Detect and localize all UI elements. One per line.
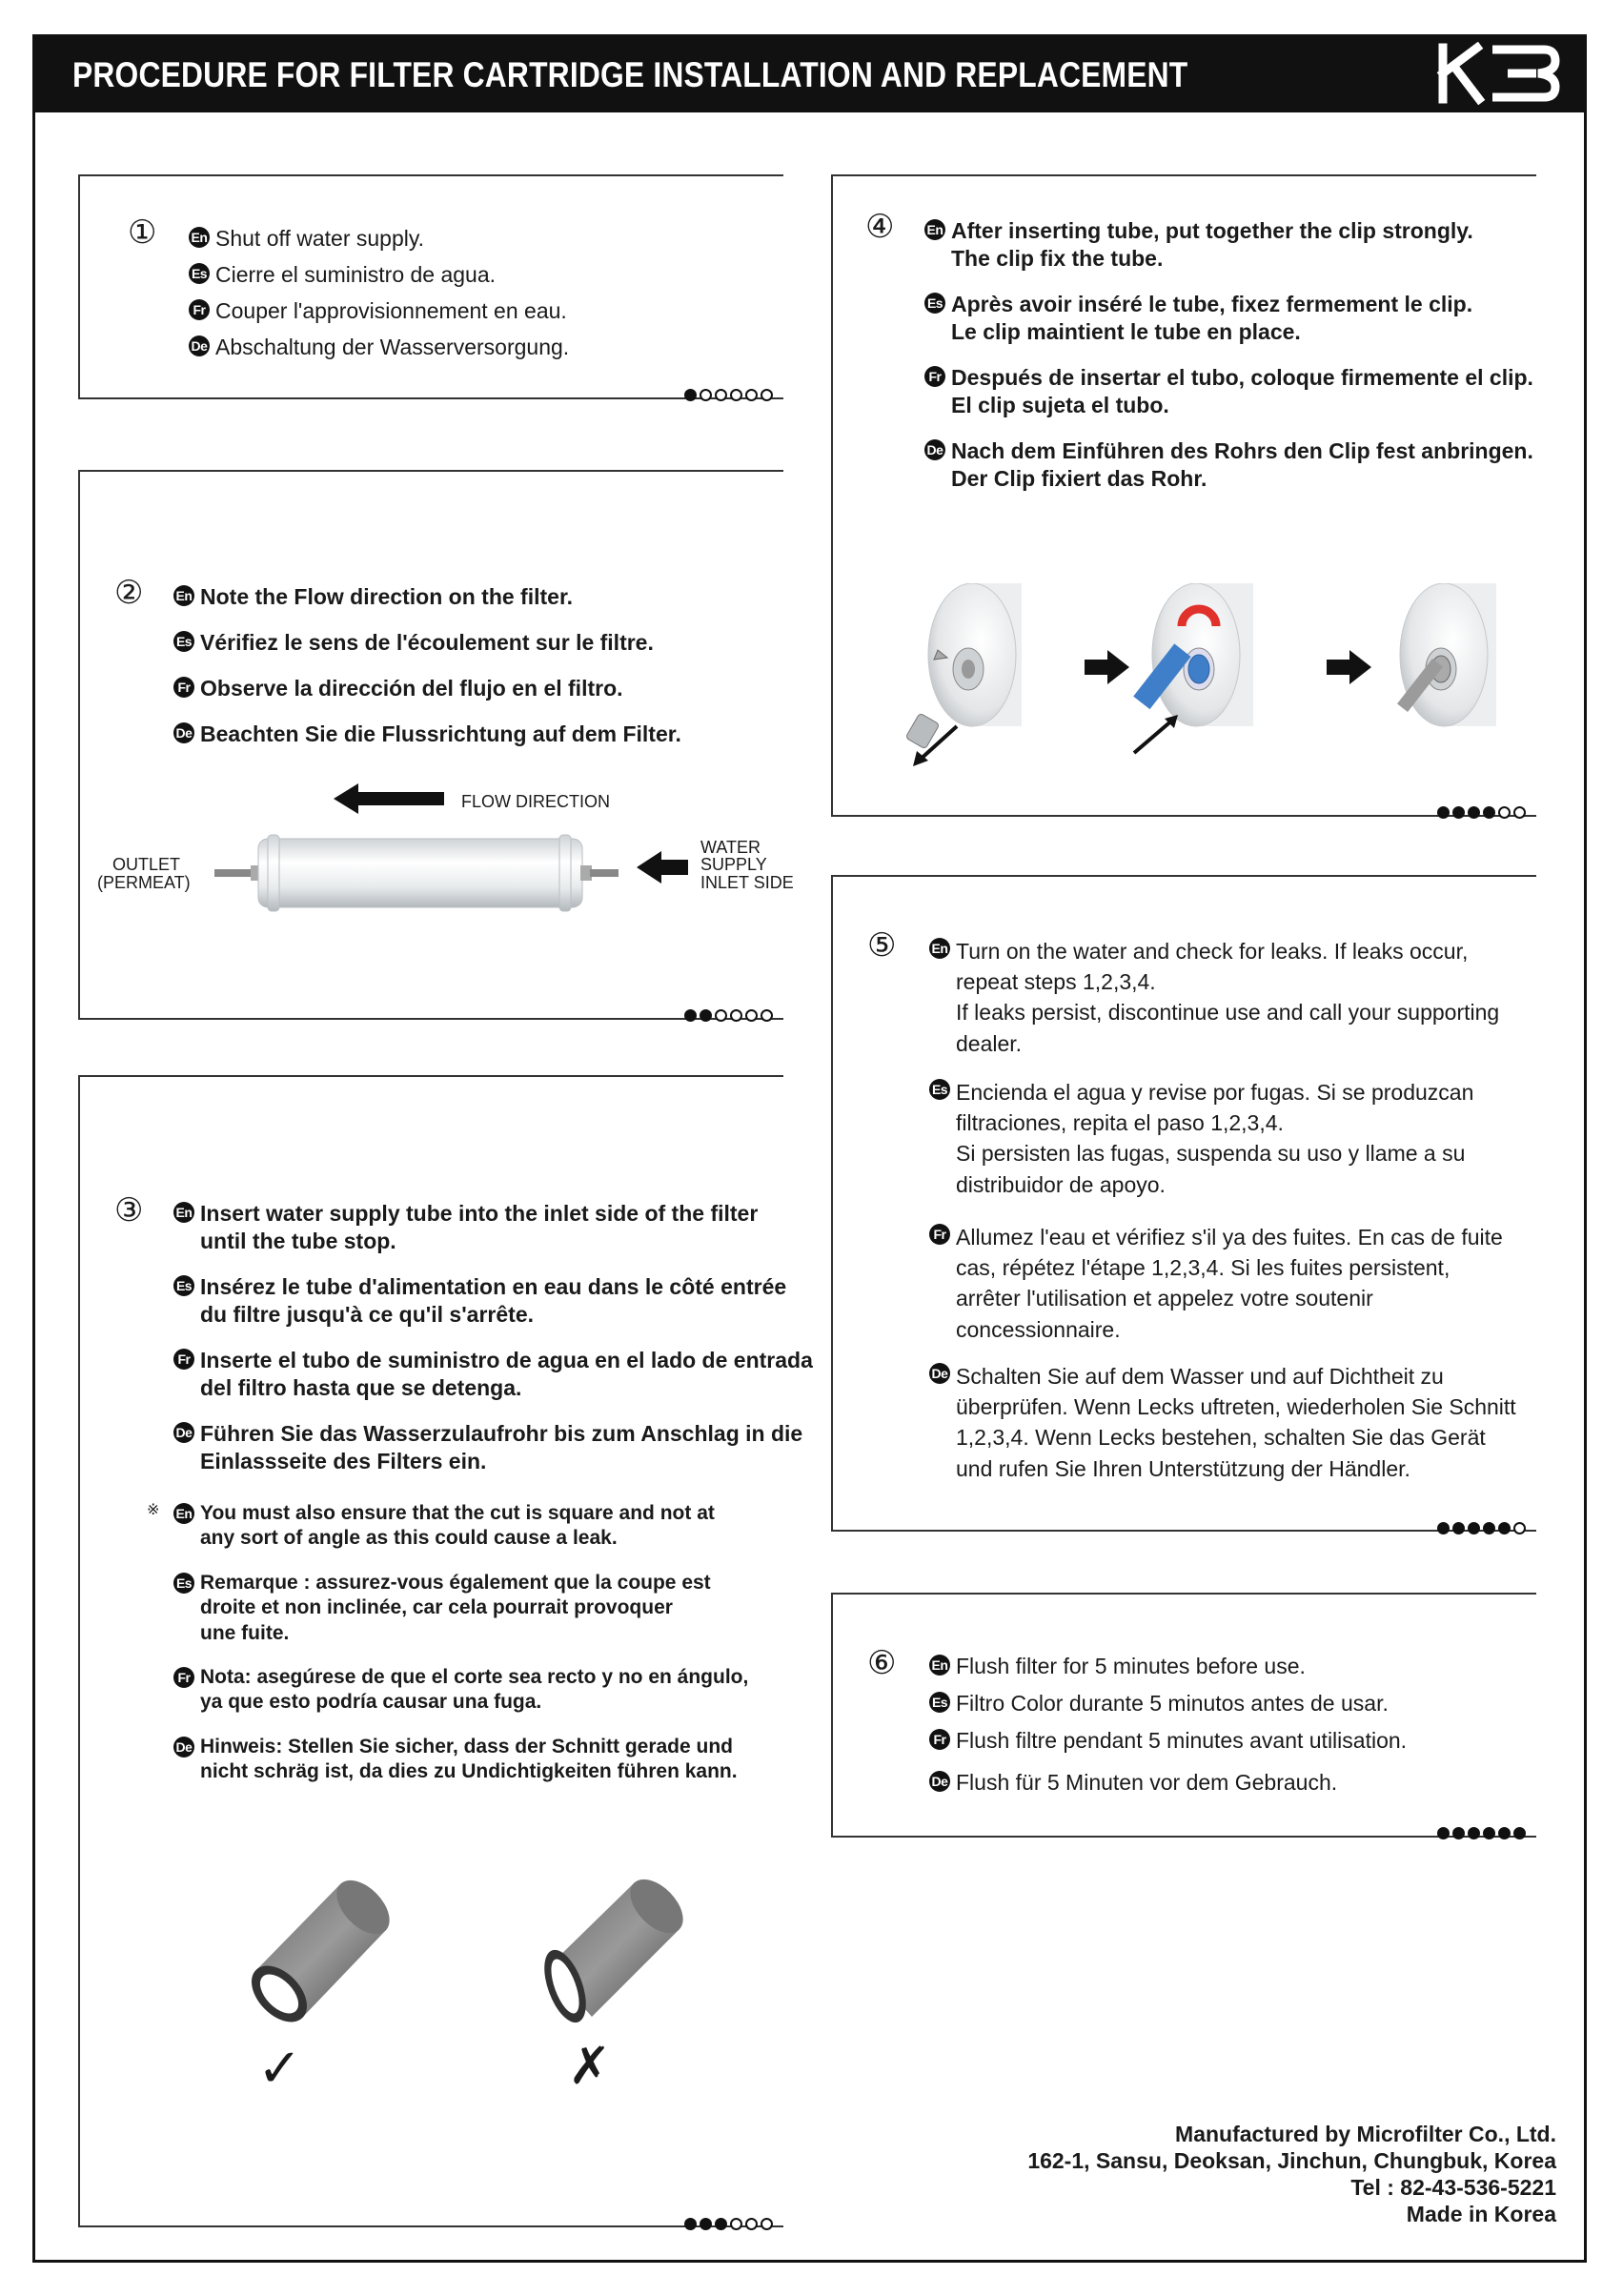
clip-locked-view	[1397, 583, 1496, 726]
manufacturer-name: Manufactured by Microfilter Co., Ltd.	[1175, 2122, 1556, 2146]
progress-dot	[730, 2218, 742, 2230]
progress-dot	[684, 2218, 697, 2230]
step-2-fr: Fr Observe la dirección del flujo en el filtro.	[173, 675, 623, 702]
outlet-label-2: (PERMEAT)	[97, 873, 191, 892]
progress-dot	[745, 1009, 758, 1022]
tube-inserted-view	[1133, 583, 1253, 753]
step-6-de: De Flush für 5 Minuten vor dem Gebrauch.	[929, 1769, 1337, 1797]
progress-dot	[1452, 806, 1465, 819]
progress-dot	[761, 2218, 773, 2230]
manufacturer-address: 162-1, Sansu, Deoksan, Jinchun, Chungbuk, Korea	[1027, 2148, 1556, 2174]
inlet-label-3: INLET SIDE	[700, 873, 794, 892]
es-lang-icon: Es	[173, 1573, 194, 1594]
en-lang-icon: En	[929, 938, 950, 959]
progress-dot	[700, 1009, 712, 1022]
fr-lang-icon: Fr	[929, 1224, 950, 1245]
progress-dot	[1498, 1827, 1511, 1839]
progress-dot	[745, 2218, 758, 2230]
step-5-de: De Schalten Sie auf dem Wasser und auf Dichtheit zu überprüfen. Wenn Lecks uftreten, wiederholen Sie Schnitt 1,2,3,4. Wenn Lecks bestehen, schalten Sie das Gerät und rufen Sie Ihren Unterstützung der Händler.	[929, 1361, 1516, 1484]
step-1-de: De Abschaltung der Wasserversorgung.	[189, 334, 569, 361]
de-lang-icon: De	[173, 722, 194, 743]
manufacturer-phone: Tel : 82-43-536-5221	[1350, 2175, 1556, 2201]
es-lang-icon: Es	[173, 631, 194, 652]
en-lang-icon: En	[173, 1202, 194, 1223]
progress-dot	[730, 1009, 742, 1022]
step-3-note-en: En You must also ensure that the cut is square and not at any sort of angle as this could cause a leak.	[173, 1501, 715, 1552]
step-4-es: Es Après avoir inséré le tube, fixez fermement le clip. Le clip maintient le tube en place.	[924, 291, 1472, 346]
progress-dot	[1452, 1522, 1465, 1534]
progress-dot	[1498, 806, 1511, 819]
step-5-number: ⑤	[867, 926, 897, 965]
progress-dot	[1498, 1522, 1511, 1534]
progress-dot	[761, 389, 773, 401]
progress-dot	[1437, 806, 1450, 819]
step-6-es: Es Filtro Color durante 5 minutos antes de usar.	[929, 1690, 1389, 1717]
progress-dot	[1483, 1827, 1495, 1839]
step-3-note-fr: Fr Nota: asegúrese de que el corte sea recto y no en ángulo, ya que esto podría causar una fuga.	[173, 1665, 748, 1716]
step-3-fr: Fr Inserte el tubo de suministro de agua en el lado de entrada del filtro hasta que se detenga.	[173, 1347, 813, 1402]
step-6-progress	[1437, 1827, 1526, 1839]
step-2-progress	[684, 1009, 773, 1022]
progress-dot	[1513, 1827, 1526, 1839]
progress-dot	[1483, 806, 1495, 819]
flow-direction-label: FLOW DIRECTION	[461, 792, 610, 811]
step-6-fr: Fr Flush filtre pendant 5 minutes avant utilisation.	[929, 1727, 1407, 1755]
fr-lang-icon: Fr	[173, 677, 194, 698]
step-2-number: ②	[114, 574, 144, 612]
progress-dot	[1513, 1522, 1526, 1534]
step-5-progress	[1437, 1522, 1526, 1534]
step-1-progress	[684, 389, 773, 401]
progress-dot	[1437, 1827, 1450, 1839]
en-lang-icon: En	[929, 1655, 950, 1676]
step-5-fr: Fr Allumez l'eau et vérifiez s'il ya des fuites. En cas de fuite cas, répétez l'étape 1,2,3,4. Si les fuites persistent, arrêter l'utilisation et appelez votre soutenir concessionnaire.	[929, 1222, 1503, 1345]
note-mark: ※	[147, 1502, 160, 1518]
de-lang-icon: De	[173, 1422, 194, 1443]
flow-direction-arrow	[334, 783, 448, 814]
step-1-en: En Shut off water supply.	[189, 225, 424, 253]
step-2-es: Es Vérifiez le sens de l'écoulement sur le filtre.	[173, 629, 654, 657]
country-of-origin: Made in Korea	[1406, 2202, 1556, 2227]
progress-dot	[684, 1009, 697, 1022]
step-4-en: En After inserting tube, put together the clip strongly. The clip fix the tube.	[924, 217, 1473, 273]
progress-dot	[715, 389, 727, 401]
es-lang-icon: Es	[929, 1079, 950, 1100]
correct-mark-icon: ✓	[257, 2038, 302, 2100]
step-2-de: De Beachten Sie die Flussrichtung auf dem Filter.	[173, 721, 681, 748]
progress-dot	[745, 389, 758, 401]
de-lang-icon: De	[924, 439, 945, 460]
de-lang-icon: De	[929, 1363, 950, 1384]
de-lang-icon: De	[929, 1771, 950, 1792]
fr-lang-icon: Fr	[189, 299, 210, 320]
inlet-arrow	[637, 851, 690, 884]
es-lang-icon: Es	[189, 263, 210, 284]
inlet-label-2: SUPPLY	[700, 855, 767, 874]
step-1-es: Es Cierre el suministro de agua.	[189, 261, 496, 289]
progress-dot	[715, 1009, 727, 1022]
step-1-number: ①	[128, 213, 157, 252]
de-lang-icon: De	[189, 335, 210, 356]
square-cut-tube-illustration	[227, 1876, 398, 2047]
step-1-fr: Fr Couper l'approvisionnement en eau.	[189, 297, 567, 325]
progress-dot	[700, 2218, 712, 2230]
step-3-es: Es Insérez le tube d'alimentation en eau dans le côté entrée du filtre jusqu'à ce qu'il s'arrête.	[173, 1273, 786, 1329]
step-4-progress	[1437, 806, 1526, 819]
fr-lang-icon: Fr	[173, 1667, 194, 1688]
step-6-en: En Flush filter for 5 minutes before use.	[929, 1653, 1306, 1680]
es-lang-icon: Es	[173, 1275, 194, 1296]
step-5-es: Es Encienda el agua y revise por fugas. Si se produzcan filtraciones, repita el paso 1,2,3,4. Si persisten las fugas, suspenda su uso y llame a su distribuidor de apoyo.	[929, 1077, 1473, 1200]
progress-dot	[700, 389, 712, 401]
step-6-number: ⑥	[867, 1644, 897, 1682]
fr-lang-icon: Fr	[173, 1349, 194, 1370]
step-3-en: En Insert water supply tube into the inlet side of the filter until the tube stop.	[173, 1200, 758, 1255]
progress-dot	[1483, 1522, 1495, 1534]
step-3-note-es: Es Remarque : assurez-vous également que la coupe est droite et non inclinée, car cela pourrait provoquer une fuite.	[173, 1571, 711, 1646]
progress-dot	[1437, 1522, 1450, 1534]
progress-dot	[1468, 1827, 1480, 1839]
filter-cartridge-illustration	[214, 829, 634, 915]
progress-dot	[1468, 1522, 1480, 1534]
es-lang-icon: Es	[924, 293, 945, 314]
page-title: PROCEDURE FOR FILTER CARTRIDGE INSTALLATION AND REPLACEMENT	[72, 55, 1188, 94]
fr-lang-icon: Fr	[924, 366, 945, 387]
outlet-label-1: OUTLET	[112, 855, 181, 874]
step-3-progress	[684, 2218, 773, 2230]
progress-dot	[761, 1009, 773, 1022]
es-lang-icon: Es	[929, 1692, 950, 1713]
de-lang-icon: De	[173, 1737, 194, 1758]
progress-dot	[684, 389, 697, 401]
en-lang-icon: En	[189, 227, 210, 248]
step-5-en: En Turn on the water and check for leaks. If leaks occur, repeat steps 1,2,3,4. If leaks persist, discontinue use and call your supporting dealer.	[929, 936, 1499, 1059]
clip-installation-sequence	[896, 583, 1506, 788]
wrong-mark-icon: ✗	[568, 2036, 612, 2096]
manufacturer-info	[1027, 2121, 1556, 2227]
progress-dot	[715, 2218, 727, 2230]
clip-removed-view	[905, 583, 1022, 766]
step-2-en: En Note the Flow direction on the filter.	[173, 583, 573, 611]
step-4-number: ④	[865, 208, 895, 246]
en-lang-icon: En	[173, 1503, 194, 1524]
inlet-label-1: WATER	[700, 838, 761, 857]
step-4-de: De Nach dem Einführen des Rohrs den Clip fest anbringen. Der Clip fixiert das Rohr.	[924, 437, 1533, 493]
en-lang-icon: En	[173, 585, 194, 606]
fr-lang-icon: Fr	[929, 1729, 950, 1750]
progress-dot	[1452, 1827, 1465, 1839]
step-3-note-de: De Hinweis: Stellen Sie sicher, dass der Schnitt gerade und nicht schräg ist, da dies zu Undichtigkeiten führen kann.	[173, 1735, 738, 1785]
progress-dot	[1513, 806, 1526, 819]
step-4-fr: Fr Después de insertar el tubo, coloque firmemente el clip. El clip sujeta el tubo.	[924, 364, 1533, 419]
angled-cut-tube-illustration	[519, 1876, 691, 2047]
step-3-number: ③	[114, 1191, 144, 1229]
progress-dot	[1468, 806, 1480, 819]
step-3-de: De Führen Sie das Wasserzulaufrohr bis zum Anschlag in die Einlassseite des Filters ein.	[173, 1420, 802, 1475]
en-lang-icon: En	[924, 219, 945, 240]
page-header	[32, 34, 1587, 112]
k3-logo	[1433, 42, 1562, 110]
progress-dot	[730, 389, 742, 401]
